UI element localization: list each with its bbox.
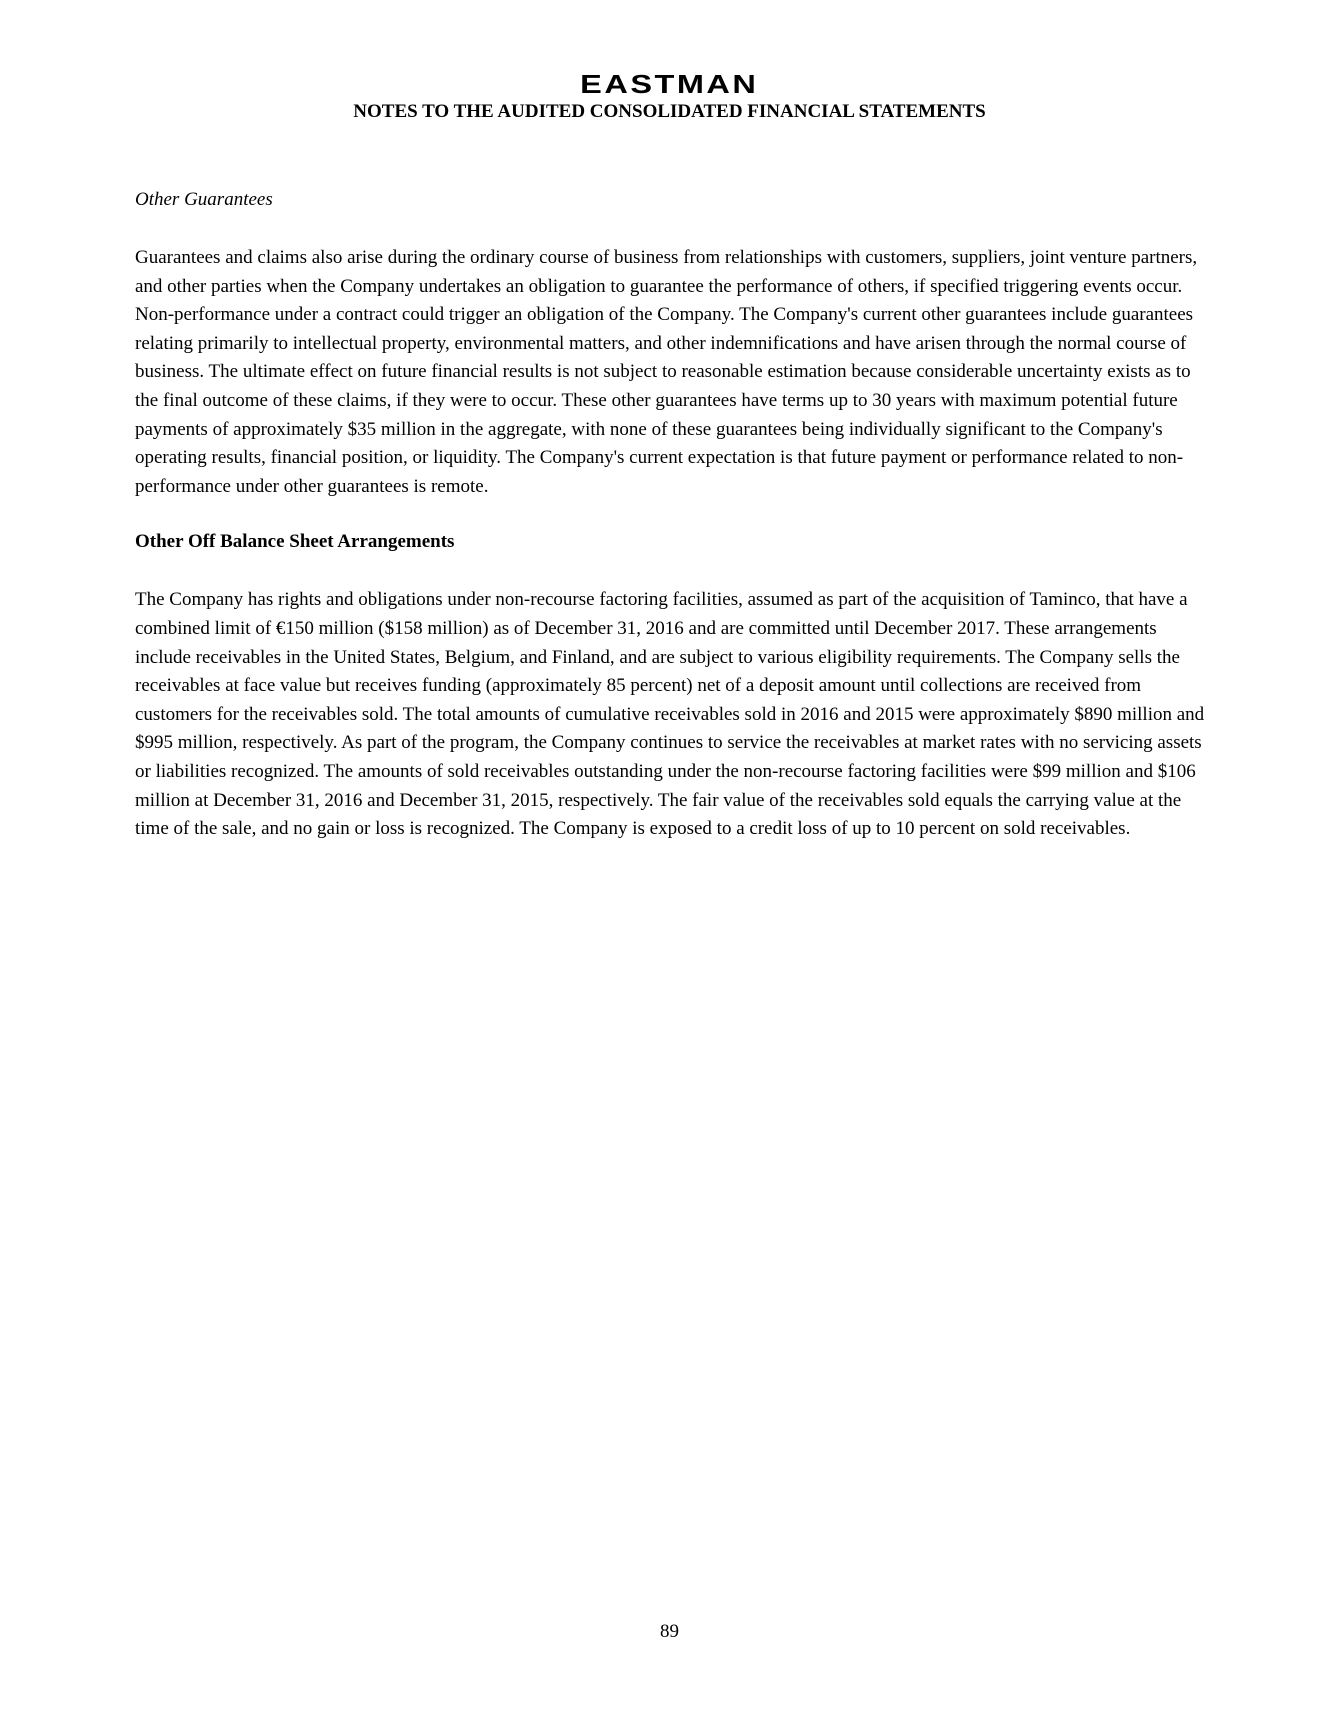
- eastman-logo: EASTMAN: [580, 69, 759, 99]
- page-number: 89: [660, 1621, 679, 1642]
- paragraph-other-guarantees: Guarantees and claims also arise during the ordinary course of business from relationships with customers, suppliers, joint venture partners, and other parties when the Company undertakes an obligation to guarantee the performance of others, if specified triggering events occur. Non-performance under a contract could trigger an obligation of the Company. The Company's current other guarantees include guarantees relating primarily to intellectual property, environmental matters, and other indemnifications and have arisen through the normal course of business. The ultimate effect on future financial results is not subject to reasonable estimation because considerable uncertainty exists as to the final outcome of these claims, if they were to occur. These other guarantees have terms up to 30 years with maximum potential future payments of approximately $35 million in the aggregate, with none of these guarantees being individually significant to the Company's operating results, financial position, or liquidity. The Company's current expectation is that future payment or performance related to non-performance under other guarantees is remote.: [135, 247, 1198, 497]
- section-heading-off-balance-sheet: Other Off Balance Sheet Arrangements: [135, 531, 455, 553]
- document-title: NOTES TO THE AUDITED CONSOLIDATED FINANCIAL STATEMENTS: [353, 101, 986, 122]
- paragraph-off-balance-sheet: The Company has rights and obligations under non-recourse factoring facilities, assumed as part of the acquisition of Taminco, that have a combined limit of €150 million ($158 million) as of December 31, 2016 and are committed until December 2017. These arrangements include receivables in the United States, Belgium, and Finland, and are subject to various eligibility requirements. The Company sells the receivables at face value but receives funding (approximately 85 percent) net of a deposit amount until collections are received from customers for the receivables sold. The total amounts of cumulative receivables sold in 2016 and 2015 were approximately $890 million and $995 million, respectively. As part of the program, the Company continues to service the receivables at market rates with no servicing assets or liabilities recognized. The amounts of sold receivables outstanding under the non-recourse factoring facilities were $99 million and $106 million at December 31, 2016 and December 31, 2015, respectively. The fair value of the receivables sold equals the carrying value at the time of the sale, and no gain or loss is recognized. The Company is exposed to a credit loss of up to 10 percent on sold receivables.: [135, 589, 1205, 840]
- page-content: [135, 188, 1215, 873]
- section-heading-other-guarantees: Other Guarantees: [135, 189, 273, 210]
- page-header: [0, 70, 1339, 124]
